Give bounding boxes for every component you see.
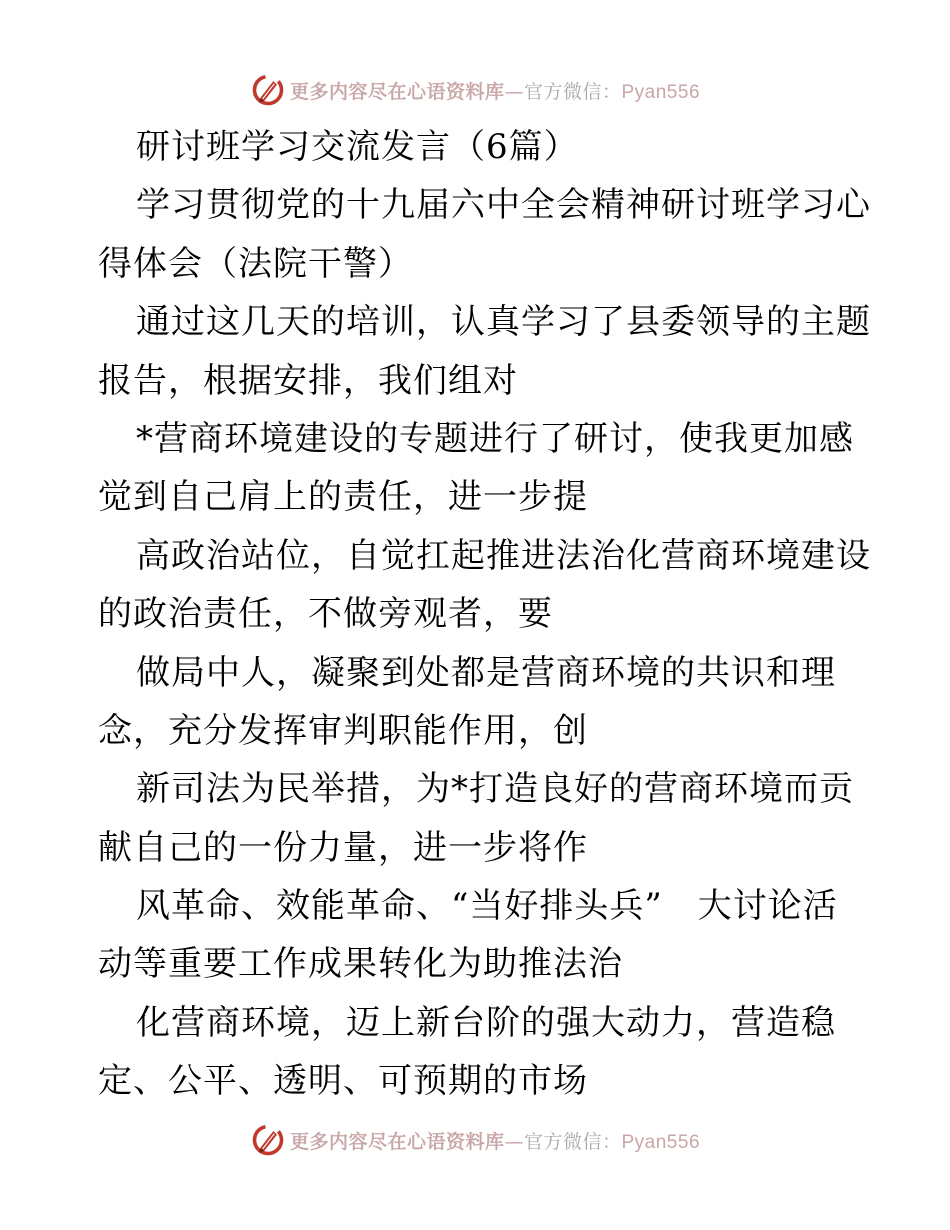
banner-separator: —: [504, 1130, 524, 1153]
document-subtitle-line: 得体会（法院干警）: [98, 243, 413, 284]
banner-main-text: 更多内容尽在心语资料库: [289, 1130, 505, 1153]
paragraph-line: 动等重要工作成果转化为助推法治: [98, 944, 623, 985]
pen-nib-circle-icon: [250, 1122, 286, 1158]
paragraph-line: *营商环境建设的专题进行了研讨，使我更加感: [136, 418, 854, 459]
paragraph-line: 高政治站位，自觉扛起推进法治化营商环境建设: [136, 535, 871, 576]
banner-label-text: 官方微信：: [523, 1130, 622, 1153]
paragraph-line: 觉到自己肩上的责任，进一步提: [98, 477, 588, 518]
document-title: 研讨班学习交流发言（6篇）: [136, 127, 579, 167]
paragraph-line: 新司法为民举措，为*打造良好的营商环境而贡: [136, 769, 854, 810]
paragraph-line: 的政治责任，不做旁观者，要: [98, 594, 553, 635]
paragraph-line: 风革命、效能革命、“当好排头兵” 大讨论活: [136, 886, 838, 927]
paragraph-line: 做局中人，凝聚到处都是营商环境的共识和理: [136, 652, 836, 693]
banner-separator: —: [504, 80, 524, 103]
document-body: [98, 118, 871, 1111]
document-subtitle-line: 学习贯彻党的十九届六中全会精神研讨班学习心: [136, 185, 871, 226]
paragraph-line: 定、公平、透明、可预期的市场: [98, 1061, 588, 1102]
banner-wechat-id: Pyan556: [621, 81, 701, 103]
paragraph-line: 化营商环境，迈上新台阶的强大动力，营造稳: [136, 1002, 836, 1043]
banner-label-text: 官方微信：: [523, 80, 622, 103]
paragraph-line: 报告，根据安排，我们组对: [98, 360, 518, 401]
paragraph-line: 通过这几天的培训，认真学习了县委领导的主题: [136, 302, 871, 343]
banner-wechat-id: Pyan556: [621, 1131, 701, 1153]
paragraph-line: 献自己的一份力量，进一步将作: [98, 827, 588, 868]
footer-watermark-banner: [0, 1120, 950, 1160]
pen-nib-circle-icon: [250, 72, 286, 108]
header-watermark-banner: [0, 70, 950, 110]
paragraph-line: 念，充分发挥审判职能作用，创: [98, 710, 588, 751]
banner-main-text: 更多内容尽在心语资料库: [289, 80, 505, 103]
